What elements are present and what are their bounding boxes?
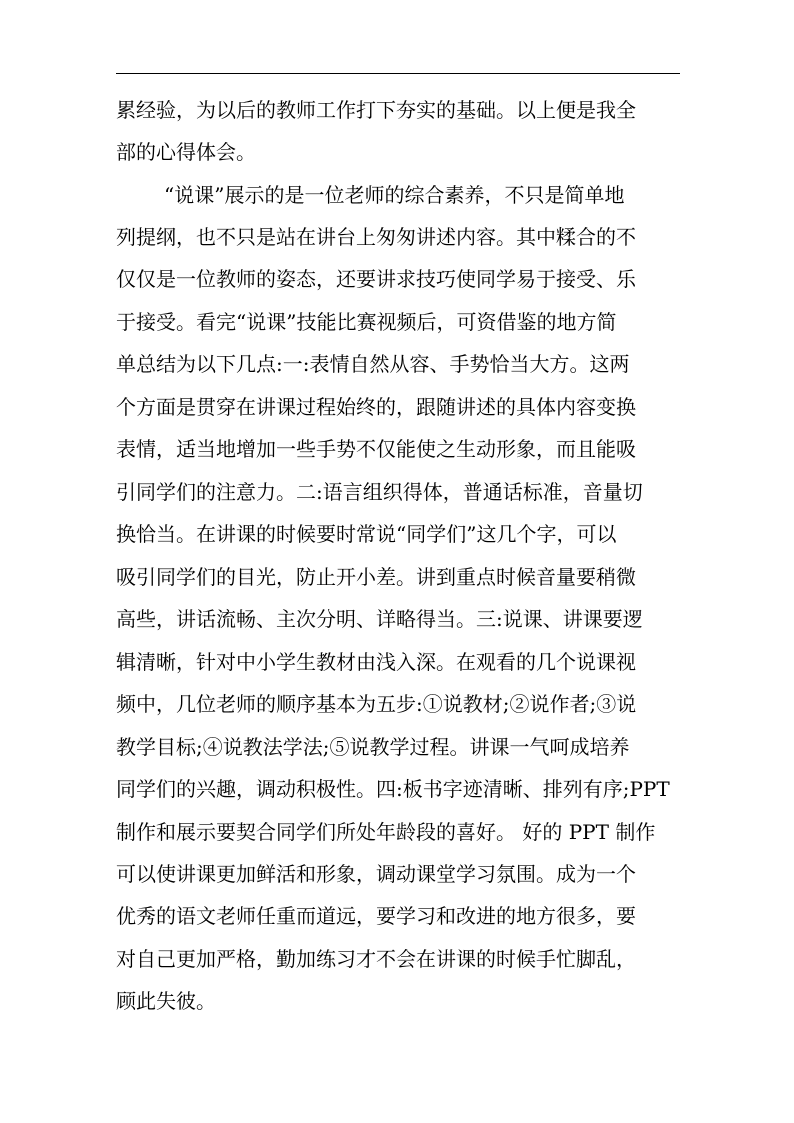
text-line: 单总结为以下几点:一:表情自然从容、手势恰当大方。这两	[116, 352, 630, 376]
text-line: 换恰当。在讲课的时候要时常说“同学们”这几个字，可以	[116, 522, 617, 546]
text-line: 频中，几位老师的顺序基本为五步:①说教材;②说作者;③说	[116, 692, 637, 716]
text-line: “说课”展示的是一位老师的综合素养，不只是简单地	[164, 183, 625, 207]
text-line: 辑清晰，针对中小学生教材由浅入深。在观看的几个说课视	[116, 650, 636, 674]
text-line: 高些，讲话流畅、主次分明、详略得当。三:说课、讲课要逻	[116, 607, 643, 631]
header-rule	[116, 73, 680, 74]
text-line: 同学们的兴趣，调动积极性。四:板书字迹清晰、排列有序;PPT	[116, 777, 670, 801]
text-line: 优秀的语文老师任重而道远，要学习和改进的地方很多，要	[116, 904, 636, 928]
text-line: 于接受。看完“说课”技能比赛视频后，可资借鉴的地方简	[116, 310, 617, 334]
text-line: 表情，适当地增加一些手势不仅能使之生动形象，而且能吸	[116, 437, 636, 461]
text-line: 仅仅是一位教师的姿态，还要讲求技巧使同学易于接受、乐	[116, 267, 636, 291]
text-line: 对自己更加严格，勤加练习才不会在讲课的时候手忙脚乱，	[116, 947, 636, 971]
text-line: 制作和展示要契合同学们所处年龄段的喜好。 好的 PPT 制作	[116, 820, 656, 844]
text-line: 部的心得体会。	[116, 140, 256, 164]
text-line: 教学目标;④说教法学法;⑤说教学过程。讲课一气呵成培养	[116, 735, 630, 759]
text-line: 个方面是贯穿在讲课过程始终的，跟随讲述的具体内容变换	[116, 395, 636, 419]
text-line: 顾此失彼。	[116, 989, 216, 1013]
text-line: 吸引同学们的目光，防止开小差。讲到重点时候音量要稍微	[116, 565, 636, 589]
text-line: 列提纲，也不只是站在讲台上匆匆讲述内容。其中糅合的不	[116, 225, 636, 249]
text-line: 累经验，为以后的教师工作打下夯实的基础。以上便是我全	[116, 98, 636, 122]
text-line: 可以使讲课更加鲜活和形象，调动课堂学习氛围。成为一个	[116, 862, 636, 886]
text-line: 引同学们的注意力。二:语言组织得体，普通话标准，音量切	[116, 480, 643, 504]
